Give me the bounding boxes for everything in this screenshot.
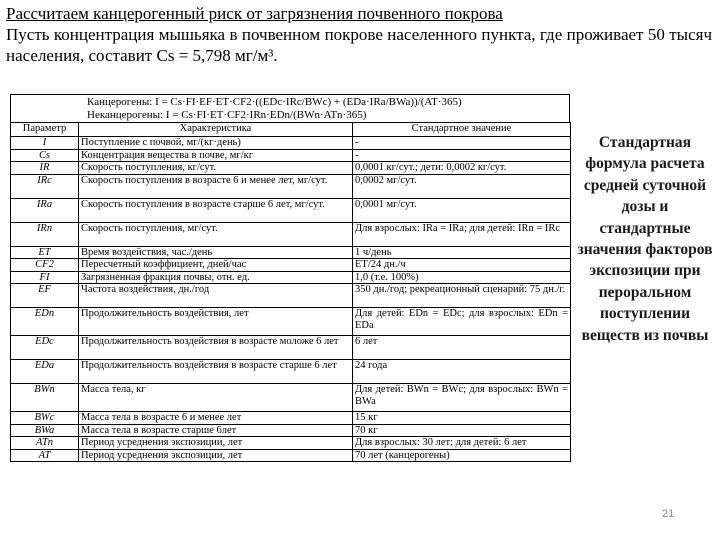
value-cell: - (353, 137, 571, 150)
table-row (11, 271, 571, 284)
table-row (11, 259, 571, 272)
table-row (11, 246, 571, 259)
exposure-parameters-table (10, 122, 571, 462)
formula-box (10, 94, 570, 123)
table-row (11, 360, 571, 384)
header-characteristic: Характеристика (79, 123, 353, 137)
non-carcinogen-formula: Неканцерогены: I = Cs·FI·ET·CF2·IRn·EDn/(BWn·ATn·365) (87, 109, 367, 121)
value-cell: 0,0001 кг/сут.; дети: 0,0002 кг/сут. (353, 162, 571, 175)
param-cell: CF2 (11, 259, 79, 272)
desc-cell: Период усреднения экспозиции, лет (79, 449, 353, 462)
desc-cell: Частота воздействия, дн./год (79, 284, 353, 308)
value-cell: 24 года (353, 360, 571, 384)
table-row (11, 412, 571, 425)
table-row (11, 198, 571, 222)
value-cell: 15 кг (353, 412, 571, 425)
desc-cell: Масса тела в возрасте 6 и менее лет (79, 412, 353, 425)
header-standard-value: Стандартное значение (353, 123, 571, 137)
page-number: 21 (662, 508, 675, 520)
table-row (11, 284, 571, 308)
table-row (11, 437, 571, 450)
desc-cell: Время воздействия, час./день (79, 246, 353, 259)
desc-cell: Продолжительность воздействия в возрасте моложе 6 лет (79, 336, 353, 360)
param-cell: AT (11, 449, 79, 462)
desc-cell: Скорость поступления в возрасте 6 и менее лет, мг/сут. (79, 174, 353, 198)
side-note-caption: Стандартная формула расчета средней суточной дозы и стандартные значения факторов экспозиции при пероральном поступлении веществ из почвы (577, 134, 713, 344)
value-cell: 6 лет (353, 336, 571, 360)
table-row (11, 336, 571, 360)
param-cell: BWa (11, 424, 79, 437)
param-cell: IRc (11, 174, 79, 198)
table-row (11, 137, 571, 150)
param-cell: IR (11, 162, 79, 175)
param-cell: BWc (11, 412, 79, 425)
desc-cell: Период усреднения экспозиции, лет (79, 437, 353, 450)
table-row (11, 449, 571, 462)
value-cell: Для детей: BWn = BWc; для взрослых: BWn = BWa (353, 384, 571, 412)
table-row (11, 424, 571, 437)
value-cell: 70 кг (353, 424, 571, 437)
value-cell: 70 лет (канцерогены) (353, 449, 571, 462)
param-cell: EF (11, 284, 79, 308)
value-cell: Для детей: EDn = EDc; для взрослых: EDn = EDa (353, 308, 571, 336)
desc-cell: Скорость поступления, мг/сут. (79, 222, 353, 246)
table-row (11, 149, 571, 162)
value-cell: 1 ч/день (353, 246, 571, 259)
value-cell: ET/24 дн./ч (353, 259, 571, 272)
table-row (11, 174, 571, 198)
param-cell: EDa (11, 360, 79, 384)
value-cell: - (353, 149, 571, 162)
desc-cell: Скорость поступления, кг/сут. (79, 162, 353, 175)
table-row (11, 222, 571, 246)
desc-cell: Загрязненная фракция почвы, отн. ед. (79, 271, 353, 284)
param-cell: IRa (11, 198, 79, 222)
param-cell: ATn (11, 437, 79, 450)
param-cell: Cs (11, 149, 79, 162)
value-cell: 1,0 (т.е. 100%) (353, 271, 571, 284)
table-row (11, 162, 571, 175)
desc-cell: Скорость поступления в возрасте старше 6 лет, мг/сут. (79, 198, 353, 222)
desc-cell: Масса тела, кг (79, 384, 353, 412)
table-row (11, 384, 571, 412)
heading-problem-statement: Пусть концентрация мышьяка в почвенном покрове населенного пункта, где проживает 50 тысяч населения, составит Cs = 5,798 мг/м³. (6, 25, 712, 65)
value-cell: Для взрослых: IRa = IRa; для детей: IRn = IRc (353, 222, 571, 246)
table-header-row (11, 123, 571, 137)
desc-cell: Масса тела в возрасте старше 6лет (79, 424, 353, 437)
value-cell: 350 дн./год; рекреационный сценарий: 75 дн./г. (353, 284, 571, 308)
value-cell: 0,0001 мг/сут. (353, 198, 571, 222)
param-cell: EDn (11, 308, 79, 336)
desc-cell: Продолжительность воздействия в возрасте старше 6 лет (79, 360, 353, 384)
header-parameter: Параметр (11, 123, 79, 137)
value-cell: Для взрослых: 30 лет; для детей: 6 лет (353, 437, 571, 450)
param-cell: I (11, 137, 79, 150)
table-row (11, 308, 571, 336)
carcinogen-formula: Канцерогены: I = Cs·FI·EF·ET·CF2·((EDc·IRc/BWc) + (EDa·IRa/BWa))/(AT·365) (87, 96, 462, 108)
param-cell: EDc (11, 336, 79, 360)
value-cell: 0,0002 мг/сут. (353, 174, 571, 198)
param-cell: ET (11, 246, 79, 259)
heading-title: Рассчитаем канцерогенный риск от загрязнения почвенного покрова (6, 4, 503, 23)
desc-cell: Пересчетный коэффициент, дней/час (79, 259, 353, 272)
desc-cell: Продолжительность воздействия, лет (79, 308, 353, 336)
param-cell: BWn (11, 384, 79, 412)
desc-cell: Поступление с почвой, мг/(кг·день) (79, 137, 353, 150)
param-cell: IRn (11, 222, 79, 246)
desc-cell: Концентрация вещества в почве, мг/кг (79, 149, 353, 162)
param-cell: FI (11, 271, 79, 284)
slide-heading (6, 3, 712, 66)
